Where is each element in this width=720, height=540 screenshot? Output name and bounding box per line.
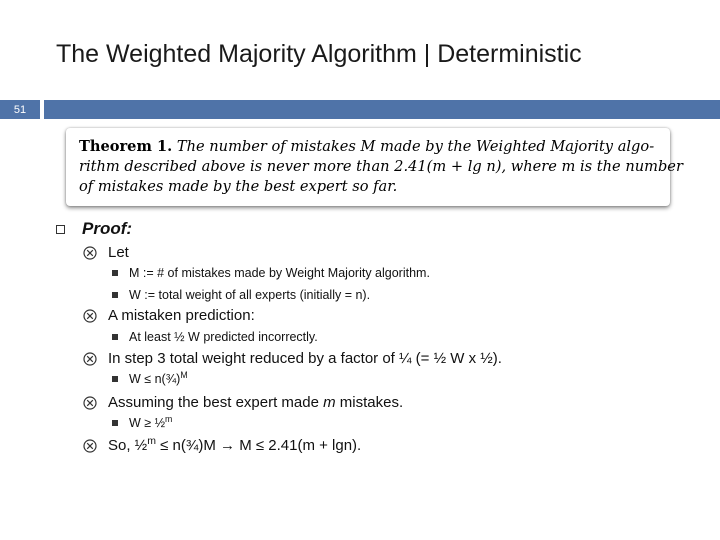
weight-bound: W ≤ n(¾)$^M$: [129, 369, 188, 386]
proof-item-let: Let: [108, 244, 129, 261]
hollow-square-bullet-icon: [56, 225, 65, 234]
list-item: [82, 244, 129, 261]
list-item: [112, 413, 173, 430]
filled-square-bullet-icon: [112, 292, 118, 298]
def-m: M := # of mistakes made by Weight Majority algorithm.: [129, 266, 430, 280]
slide-number: 51: [0, 100, 40, 119]
theorem-text-1: The number of mistakes M made by the Weighted Majority algo-: [176, 138, 655, 155]
list-item: [112, 288, 370, 302]
circled-x-bullet-icon: [82, 351, 98, 367]
header-bar: [44, 100, 720, 119]
theorem-heading: Theorem 1.: [79, 138, 173, 155]
filled-square-bullet-icon: [112, 270, 118, 276]
list-item: [82, 307, 255, 324]
theorem-line-2: rithm described above is never more than 2.41(m + lg n), where m is the number: [79, 158, 683, 175]
proof-item-best-expert: Assuming the best expert made m mistakes.: [108, 394, 404, 411]
filled-square-bullet-icon: [112, 420, 118, 426]
half-incorrect: At least ½ W predicted incorrectly.: [129, 330, 318, 344]
circled-x-bullet-icon: [82, 395, 98, 411]
proof-item-mistaken: A mistaken prediction:: [108, 307, 255, 324]
weight-lower-bound: W ≥ ½$^m$: [129, 413, 173, 430]
slide-title: The Weighted Majority Algorithm | Deterministic: [56, 40, 582, 68]
proof-conclusion: So, ½$^m$ ≤ n(¾)M → M ≤ 2.41(m + lgn).: [108, 435, 362, 454]
filled-square-bullet-icon: [112, 376, 118, 382]
theorem-box: [66, 128, 683, 206]
list-item: [112, 330, 318, 344]
circled-x-bullet-icon: [82, 308, 98, 324]
filled-square-bullet-icon: [112, 334, 118, 340]
circled-x-bullet-icon: [82, 245, 98, 261]
proof-item-step3: In step 3 total weight reduced by a factor of ¼ (= ½ W x ½).: [108, 350, 502, 367]
list-item: [82, 394, 403, 411]
list-item: [82, 350, 502, 367]
def-w: W := total weight of all experts (initially = n).: [129, 288, 371, 302]
circled-x-bullet-icon: [82, 438, 98, 454]
proof-row: [56, 219, 132, 239]
theorem-line-3: of mistakes made by the best expert so far.: [79, 178, 398, 195]
list-item: [82, 437, 361, 454]
theorem-line-1: [79, 137, 660, 157]
list-item: [112, 266, 430, 280]
list-item: [112, 369, 188, 386]
proof-label: Proof:: [82, 219, 133, 238]
